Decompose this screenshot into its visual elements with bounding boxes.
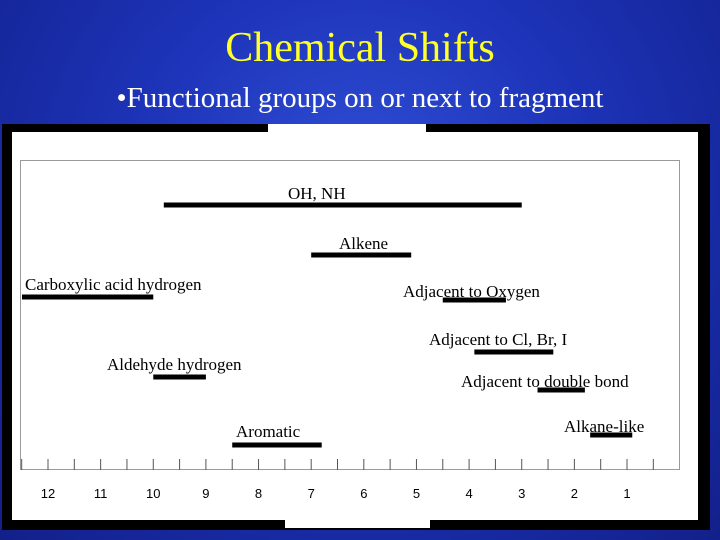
slide-title: Chemical Shifts — [225, 25, 495, 71]
label-alkene: Alkene — [339, 234, 389, 253]
tick-label: 9 — [202, 486, 210, 501]
tick-label: 6 — [360, 486, 368, 501]
frame-notch-top — [268, 124, 426, 132]
chemical-shift-chart — [12, 132, 698, 520]
tick-label: 10 — [146, 486, 161, 501]
frame-notch-bottom — [285, 520, 430, 528]
tick-label: 7 — [307, 486, 315, 501]
tick-label: 11 — [93, 486, 108, 501]
chart-svg — [12, 132, 698, 520]
label-alkane-like: Alkane-like — [564, 417, 645, 436]
label-aldehyde: Aldehyde hydrogen — [107, 355, 242, 374]
tick-label: 4 — [465, 486, 473, 501]
label-carboxylic-acid: Carboxylic acid hydrogen — [25, 275, 202, 294]
tick-label: 12 — [40, 486, 56, 501]
label-adjacent-halogen: Adjacent to Cl, Br, I — [429, 330, 568, 349]
tick-label: 1 — [623, 486, 631, 501]
label-aromatic: Aromatic — [236, 422, 301, 441]
label-oh-nh: OH, NH — [288, 184, 346, 203]
tick-label: 3 — [518, 486, 526, 501]
tick-label: 2 — [570, 486, 578, 501]
tick-label: 8 — [254, 486, 263, 501]
label-adjacent-double-bond: Adjacent to double bond — [461, 372, 629, 391]
tick-label: 5 — [412, 486, 421, 501]
slide-subtitle: •Functional groups on or next to fragment — [116, 82, 604, 114]
label-adjacent-oxygen: Adjacent to Oxygen — [403, 282, 540, 301]
